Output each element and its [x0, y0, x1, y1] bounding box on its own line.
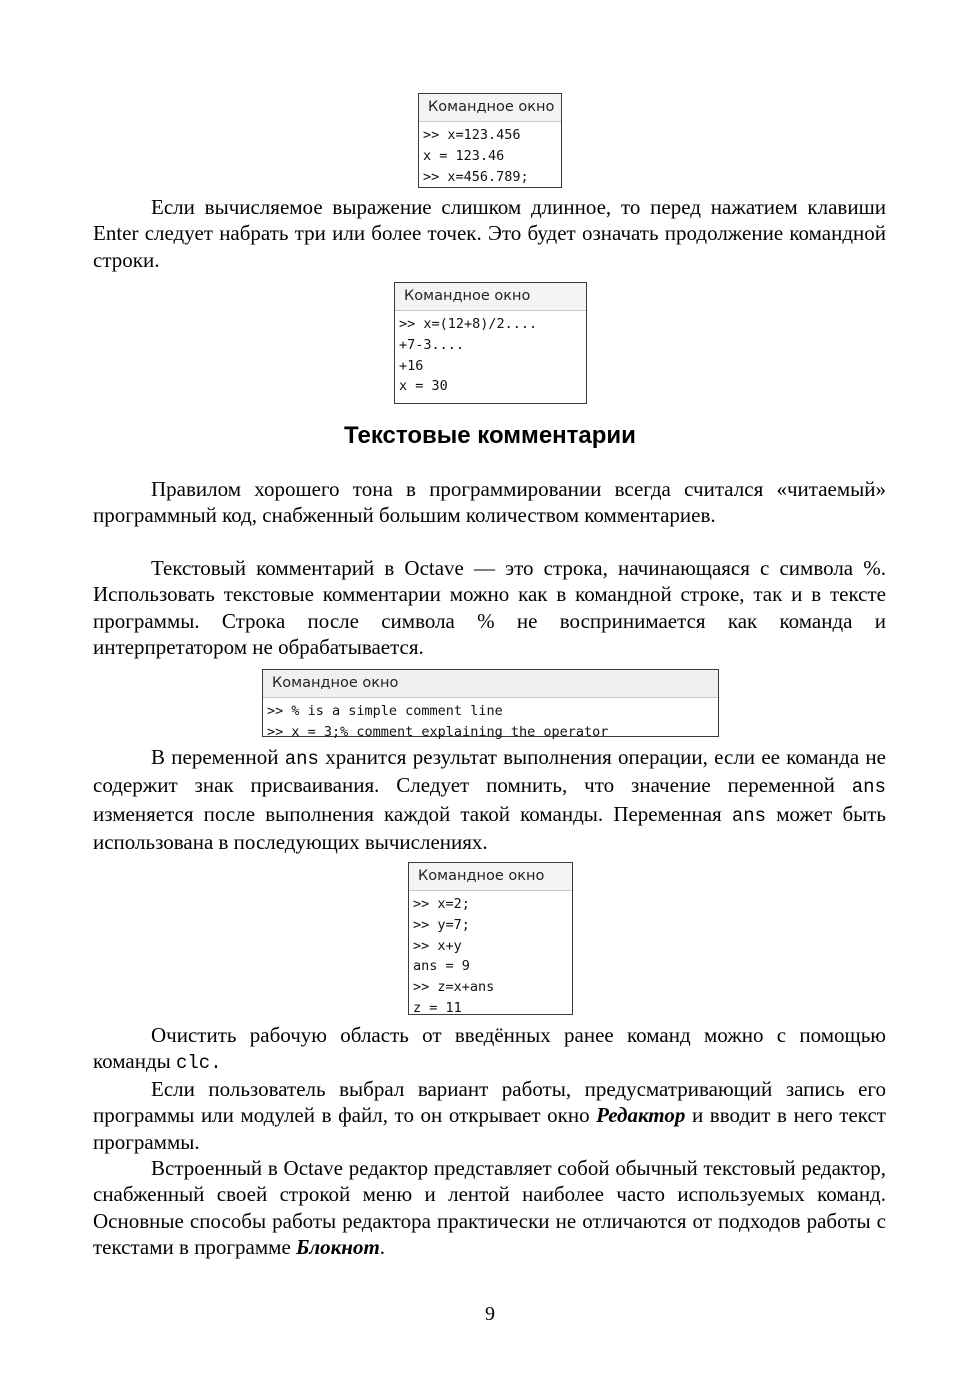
paragraph-editor-window — [93, 1076, 886, 1155]
command-window-1 — [418, 93, 562, 188]
emphasis-editor: Редактор — [596, 1103, 686, 1128]
command-window-title: Командное окно — [409, 863, 572, 891]
command-window-body — [395, 311, 586, 397]
command-window-body — [419, 122, 561, 187]
command-window-title: Командное окно — [419, 94, 561, 122]
inline-code-ans: ans — [284, 748, 319, 770]
paragraph-long-expression: Если вычисляемое выражение слишком длинное, то перед нажатием клавиши Enter следует набрать три или более точек. Это будет означать продолжение командной строки. — [93, 195, 886, 272]
paragraph-clc — [93, 1022, 886, 1077]
paragraph-good-style: Правилом хорошего тона в программировании всегда считался «читаемый» программный код, снабженный большим количеством комментариев. — [93, 477, 886, 528]
command-window-title: Командное окно — [395, 283, 586, 311]
text-run: В переменной — [151, 745, 285, 769]
command-window-body — [409, 891, 572, 1019]
text-run: хранится результат выполнения операции, если ее команда не содержит знак присваивания. Следует помнить, что значение переменной — [93, 745, 886, 798]
command-line: >> x = 3;% comment explaining the operator — [267, 723, 609, 740]
text-run: Очистить рабочую область от введённых ранее команд можно с помощью команды — [93, 1023, 886, 1074]
text-run: Встроенный в Octave редактор представляет собой обычный текстовый редактор, снабженный своей строкой меню и лентой наиболее часто используемых команд. Основные способы работы редактора практически не отличаются от подходов работы с текстами в программе — [93, 1156, 886, 1259]
command-line: >> z=x+ans — [413, 979, 495, 996]
command-line: >> x=456.789; — [423, 168, 529, 185]
text-run: и вводит в него текст программы. — [93, 1103, 886, 1154]
paragraph-builtin-editor — [93, 1155, 886, 1260]
text-run: изменяется после выполнения каждой такой команды. Переменная — [93, 801, 732, 826]
emphasis-notepad: Блокнот — [296, 1234, 380, 1259]
command-line: >> x=(12+8)/2.... — [399, 316, 538, 332]
section-heading: Текстовые комментарии — [344, 422, 636, 449]
command-window-title: Командное окно — [263, 670, 718, 698]
inline-code-clc: clc. — [176, 1052, 222, 1075]
command-line: ans = 9 — [413, 958, 470, 975]
paragraph-ans-variable — [93, 744, 886, 855]
command-window-2 — [394, 282, 587, 404]
command-window-4 — [408, 862, 573, 1015]
command-line: >> % is a simple comment line — [267, 703, 503, 719]
command-line: >> x=2; — [413, 896, 470, 912]
inline-code-ans: ans — [731, 804, 767, 827]
command-line: z = 11 — [413, 999, 462, 1016]
text-run: Если пользователь выбрал вариант работы, предусматривающий запись его программы или модулей в файл, то он открывает окно — [93, 1077, 886, 1128]
command-line: x = 30 — [399, 378, 448, 395]
text-run: может быть использована в последующих вычислениях. — [93, 801, 886, 854]
paragraph-comment-definition: Текстовый комментарий в Octave — это строка, начинающаяся с символа %. Использовать текстовые комментарии можно как в командной строке, так и в тексте программы. Строка после символа % не воспринимается как команда и интерпретатором не обрабатывается. — [93, 556, 886, 659]
command-line: >> x+y — [413, 937, 462, 954]
inline-code-ans: ans — [851, 776, 886, 799]
command-line: +7-3.... — [399, 336, 465, 353]
command-window-body — [263, 698, 718, 743]
command-line: +16 — [399, 357, 424, 374]
command-window-3 — [262, 669, 719, 740]
command-line: >> y=7; — [413, 916, 470, 933]
command-line: x = 123.46 — [423, 147, 505, 164]
command-line: >> x=123.456 — [423, 127, 521, 143]
text-run: . — [379, 1234, 386, 1259]
page-number: 9 — [485, 1303, 495, 1325]
